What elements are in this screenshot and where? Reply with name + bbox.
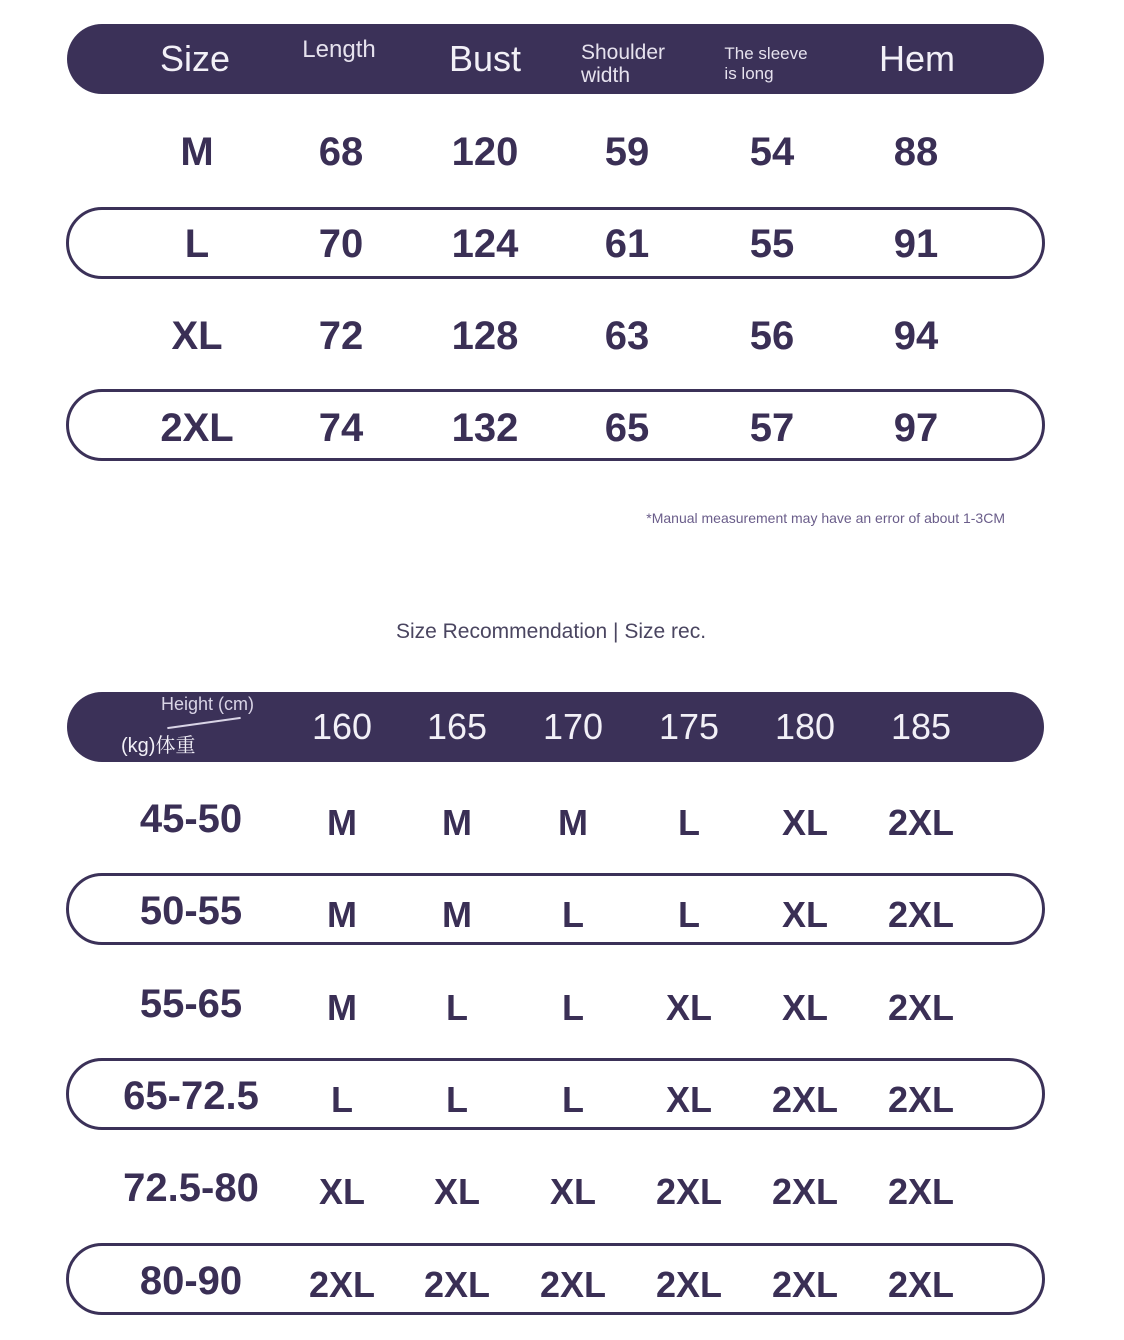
measurement-value: 55	[749, 221, 795, 266]
size-table-row	[67, 393, 1044, 463]
header-size: Size	[159, 38, 231, 79]
height-165: 165	[426, 706, 488, 747]
size-label: 2XL	[160, 405, 234, 450]
height-180: 180	[774, 706, 836, 747]
corner-divider	[167, 717, 241, 729]
recommended-size: L	[562, 1079, 584, 1120]
header-sleeve-line2: is long	[724, 64, 774, 83]
measurement-value: 91	[893, 221, 939, 266]
measurement-value: 56	[749, 313, 795, 358]
header-sleeve-line1: The sleeve	[724, 44, 808, 63]
recommended-size: 2XL	[539, 1264, 607, 1305]
recommended-size: XL	[781, 894, 829, 935]
size-table-row	[67, 301, 1044, 371]
size-label: XL	[171, 313, 223, 358]
measurement-note: *Manual measurement may have an error of about 1-3CM	[646, 510, 1005, 526]
recommended-size: 2XL	[771, 1171, 839, 1212]
recommendation-row	[67, 969, 1044, 1039]
header-length: Length	[302, 36, 376, 63]
weight-range: 55-65	[139, 981, 243, 1026]
recommended-size: 2XL	[771, 1079, 839, 1120]
recommended-size: 2XL	[887, 1264, 955, 1305]
recommendation-row	[67, 1246, 1044, 1316]
recommended-size: L	[446, 987, 468, 1028]
recommended-size: M	[327, 987, 357, 1028]
size-label: M	[180, 129, 214, 174]
recommended-size: XL	[781, 987, 829, 1028]
recommended-size: L	[562, 894, 584, 935]
weight-range: 50-55	[139, 888, 243, 933]
weight-label: (kg)体重	[121, 735, 196, 757]
recommendation-row	[67, 876, 1044, 946]
weight-range: 45-50	[139, 796, 243, 841]
recommended-size: 2XL	[655, 1264, 723, 1305]
size-table-row	[67, 117, 1044, 187]
measurement-value: 88	[893, 129, 939, 174]
weight-range: 72.5-80	[123, 1165, 259, 1210]
recommendation-row	[67, 784, 1044, 854]
header-sleeve-length	[724, 24, 807, 94]
recommended-size: L	[562, 987, 584, 1028]
recommended-size: L	[678, 894, 700, 935]
recommended-size: 2XL	[887, 894, 955, 935]
height-175: 175	[658, 706, 720, 747]
measurement-value: 74	[318, 405, 364, 450]
recommendation-row	[67, 1061, 1044, 1131]
recommended-size: L	[331, 1079, 353, 1120]
measurement-value: 61	[604, 221, 650, 266]
recommended-size: L	[446, 1079, 468, 1120]
weight-range: 65-72.5	[123, 1073, 259, 1118]
measurement-value: 94	[893, 313, 939, 358]
header-bust: Bust	[448, 38, 522, 79]
recommended-size: 2XL	[771, 1264, 839, 1305]
measurement-value: 132	[451, 405, 519, 450]
height-185: 185	[890, 706, 952, 747]
recommendation-header	[67, 692, 1044, 762]
recommended-size: 2XL	[887, 1079, 955, 1120]
recommended-size: XL	[549, 1171, 597, 1212]
recommended-size: XL	[781, 802, 829, 843]
measurement-value: 128	[451, 313, 519, 358]
measurement-value: 57	[749, 405, 795, 450]
size-table-header	[67, 24, 1044, 94]
recommended-size: XL	[665, 1079, 713, 1120]
recommended-size: XL	[433, 1171, 481, 1212]
corner-label	[117, 692, 317, 762]
measurement-value: 65	[604, 405, 650, 450]
recommended-size: M	[327, 802, 357, 843]
size-label: L	[184, 221, 210, 266]
height-160: 160	[311, 706, 373, 747]
recommended-size: 2XL	[655, 1171, 723, 1212]
measurement-value: 70	[318, 221, 364, 266]
size-table-row	[67, 209, 1044, 279]
measurement-value: 120	[451, 129, 519, 174]
recommended-size: 2XL	[887, 1171, 955, 1212]
weight-range: 80-90	[139, 1258, 243, 1303]
recommended-size: 2XL	[308, 1264, 376, 1305]
height-170: 170	[542, 706, 604, 747]
recommended-size: M	[442, 802, 472, 843]
recommendation-title: Size Recommendation | Size rec.	[395, 620, 707, 643]
recommended-size: M	[558, 802, 588, 843]
recommended-size: M	[442, 894, 472, 935]
recommended-size: L	[678, 802, 700, 843]
measurement-value: 72	[318, 313, 364, 358]
header-shoulder-line2: width	[580, 63, 630, 87]
recommendation-row	[67, 1153, 1044, 1223]
recommended-size: XL	[318, 1171, 366, 1212]
measurement-value: 59	[604, 129, 650, 174]
recommended-size: M	[327, 894, 357, 935]
header-hem: Hem	[878, 38, 956, 79]
recommended-size: 2XL	[423, 1264, 491, 1305]
measurement-value: 63	[604, 313, 650, 358]
recommended-size: XL	[665, 987, 713, 1028]
height-label: Height (cm)	[161, 694, 255, 714]
measurement-value: 124	[451, 221, 519, 266]
measurement-value: 54	[749, 129, 795, 174]
measurement-value: 97	[893, 405, 939, 450]
recommended-size: 2XL	[887, 987, 955, 1028]
measurement-value: 68	[318, 129, 364, 174]
recommended-size: 2XL	[887, 802, 955, 843]
header-shoulder-width	[581, 24, 665, 94]
header-shoulder-line1: Shoulder	[580, 40, 666, 64]
